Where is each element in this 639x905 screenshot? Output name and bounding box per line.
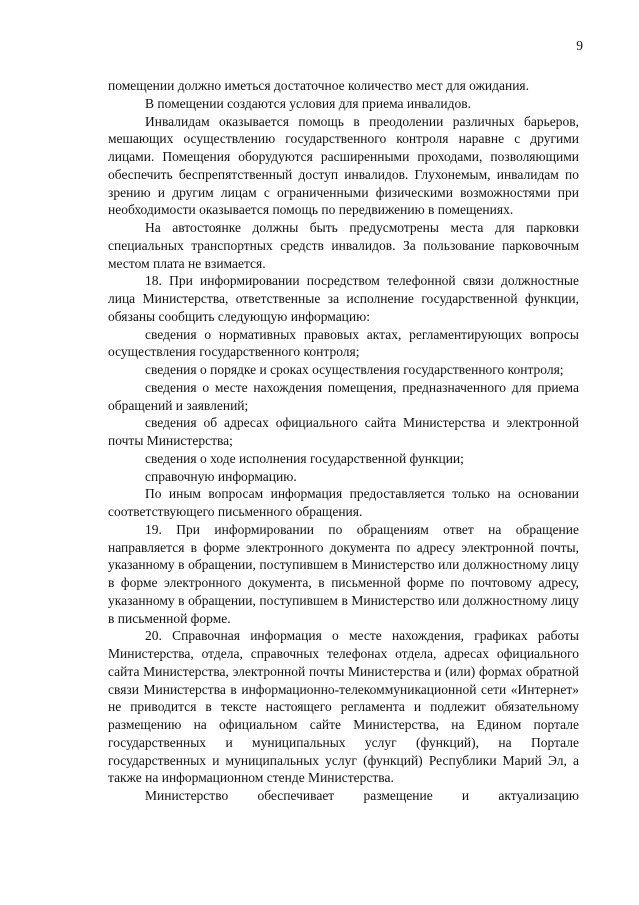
paragraph-item-18: 18. При информировании посредством телефонной связи должностные лица Министерства, ответственные за исполнение государственной функции, обязаны сообщить следующую информацию:: [108, 273, 579, 324]
paragraph-item-19: 19. При информировании по обращениям ответ на обращение направляется в форме электронного документа по адресу электронной почты, указанному в обращении, поступившем в Министерство или должностному лицу в форме электронного документа, в письменной форме по почтовому адресу, указанному в обращении, поступившем в Министерство или должностному лицу в письменной форме.: [108, 521, 579, 626]
list-item-premises-location: сведения о месте нахождения помещения, предназначенного для приема обращений и заявлений;: [108, 379, 579, 413]
page-number: 9: [576, 38, 583, 53]
list-item-procedure-terms: сведения о порядке и сроках осуществления государственного контроля;: [145, 362, 564, 377]
paragraph-parking: На автостоянке должны быть предусмотрены места для парковки специальных транспортных средств инвалидов. За пользование парковочным местом плата не взимается.: [108, 220, 579, 271]
list-item-progress: сведения о ходе исполнения государственной функции;: [145, 450, 464, 466]
paragraph-ministry-provides: Министерство обеспечивает размещение и актуализацию: [145, 788, 579, 803]
paragraph-item-20: 20. Справочная информация о месте нахождения, графиках работы Министерства, отдела, справочных телефонах отдела, адресах официального сайта Министерства, электронной почты Министерства и (или) формах обратной связи Министерства в информационно-телекоммуникационной сети «Интернет» не приводится в тексте настоящего регламента и подлежит обязательному размещению на официальном сайте Министерства, на Едином портале государственных и муниципальных услуг (функций), на Портале государственных и муниципальных услуг (функций) Республики Марий Эл, а также на информационном стенде Министерства.: [108, 628, 579, 786]
document-body: [108, 77, 579, 805]
list-item-website-email: сведения об адресах официального сайта Министерства и электронной почты Министерства;: [108, 415, 579, 448]
list-item-normative-acts: сведения о нормативных правовых актах, регламентирующих вопросы осуществления государственного контроля;: [108, 326, 579, 360]
paragraph-waiting-seats: помещении должно иметься достаточное количество мест для ожидания.: [108, 78, 530, 93]
list-item-reference-info: справочную информацию.: [145, 468, 297, 484]
paragraph-other-questions: По иным вопросам информация предоставляется только на основании соответствующего письменного обращения.: [108, 486, 579, 519]
paragraph-disabled-assistance: Инвалидам оказывается помощь в преодолении различных барьеров, мешающих осуществлению государственного контроля наравне с другими лицами. Помещения оборудуются расширенными проходами, позволяющими обеспечить беспрепятственный доступ инвалидов. Глухонемым, инвалидам по зрению и другим лицам с ограниченными физическими возможностями при необходимости оказывается помощь по передвижению в помещениях.: [108, 113, 579, 218]
paragraph-disabled-conditions: В помещении создаются условия для приема инвалидов.: [145, 95, 472, 111]
